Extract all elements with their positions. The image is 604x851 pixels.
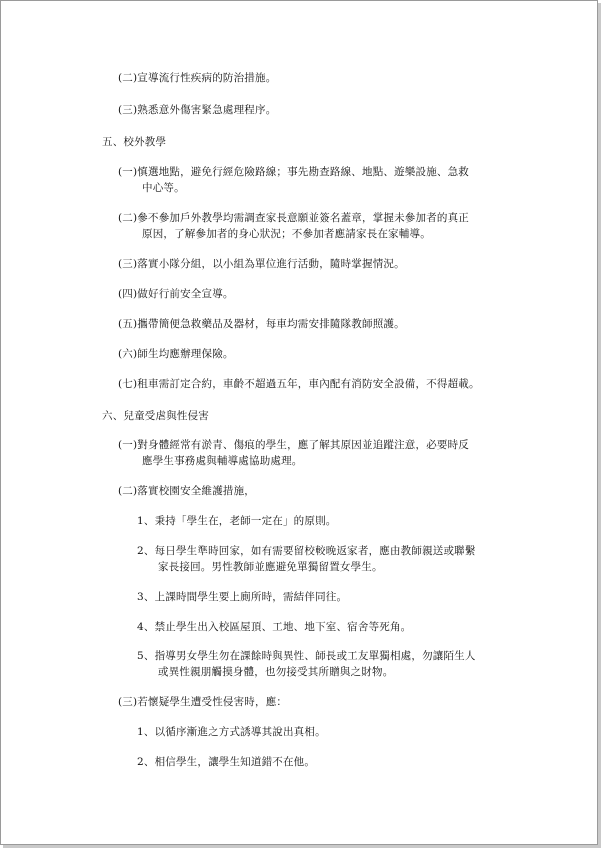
text-line: 2、相信學生，讓學生知道錯不在他。 [137, 756, 316, 768]
text-line: 或異性親朋觸摸身體，也勿接受其所贈與之財物。 [158, 666, 394, 678]
text-line: (二)落實校園安全維護措施， [118, 485, 255, 497]
text-line: 4、禁止學生出入校區屋頂、工地、地下室、宿舍等死角。 [137, 621, 412, 633]
section-heading: 六、兒童受虐與性侵害 [102, 410, 209, 422]
text-line: 中心等。 [142, 182, 185, 194]
text-line: 1、秉持「學生在，老師一定在」的原則。 [137, 515, 337, 527]
text-line: (三)若懷疑學生遭受性侵害時，應： [118, 696, 288, 708]
text-line: 3、上課時間學生要上廁所時，需結伴同往。 [137, 591, 348, 603]
text-line: (四)做好行前安全宣導。 [118, 288, 234, 300]
text-line: 5、指導男女學生勿在課餘時與異性、師長或工友單獨相處，勿讓陌生人 [137, 650, 476, 662]
text-line: (五)攜帶簡便急救藥品及器材，每車均需安排隨隊教師照護。 [118, 318, 405, 330]
text-line: (六)師生均應辦理保險。 [118, 348, 234, 360]
text-line: (七)租車需訂定合約，車齡不超過五年，車內配有消防安全設備，不得超載。 [118, 378, 480, 390]
text-line: 1、以循序漸進之方式誘導其說出真相。 [137, 726, 326, 738]
text-line: 應學生事務處與輔導處協助處理。 [142, 455, 303, 467]
section-heading: 五、校外教學 [102, 136, 167, 148]
text-line: 2、每日學生準時回家，如有需要留校較晚返家者，應由教師親送或聯繫 [137, 545, 476, 557]
text-line: (二)參不參加戶外教學均需調查家長意願並簽名蓋章，掌握未參加者的真正 [118, 212, 469, 224]
text-line: 原因，了解參加者的身心狀況；不參加者應請家長在家輔導。 [142, 228, 431, 240]
text-line: (二)宣導流行性疾病的防治措施。 [118, 72, 277, 84]
text-line: (三)落實小隊分組，以小組為單位進行活動，隨時掌握情況。 [118, 258, 405, 270]
text-line: (一)對身體經常有淤青、傷痕的學生，應了解其原因並追蹤注意，必要時反 [118, 439, 469, 451]
text-line: (三)熟悉意外傷害緊急處理程序。 [118, 104, 277, 116]
text-line: (一)慎選地點，避免行經危險路線；事先勘查路線、地點、遊樂設施、急救 [118, 166, 469, 178]
text-line: 家長接回。男性教師並應避免單獨留置女學生。 [158, 561, 383, 573]
